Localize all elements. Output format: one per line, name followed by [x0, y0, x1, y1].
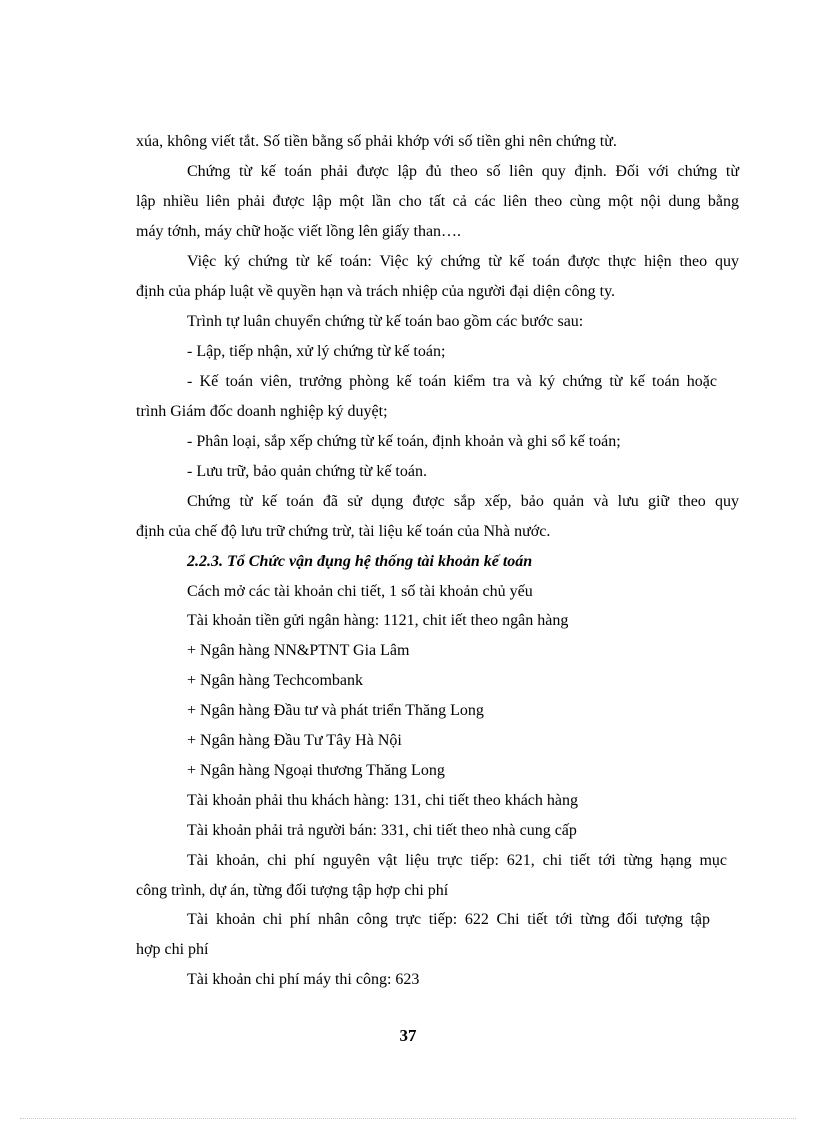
body-line: trình Giám đốc doanh nghiệp ký duyệt;	[136, 403, 388, 420]
page-number: 37	[399, 1026, 417, 1045]
body-line: Tài khoản, chi phí nguyên vật liệu trực tiếp: 621, chi tiết tới từng hạng mục	[187, 852, 727, 869]
body-line: - Kế toán viên, trưởng phòng kế toán kiểm tra và ký chứng từ kế toán hoặc	[187, 373, 717, 390]
body-line: xúa, không viết tắt. Số tiền bằng số phải khớp với số tiền ghi nên chứng từ.	[136, 133, 617, 150]
body-line: - Lập, tiếp nhận, xử lý chứng từ kế toán;	[187, 343, 446, 360]
body-line: lập nhiều liên phải được lập một lần cho tất cả các liên theo cùng một nội dung bằng	[136, 193, 739, 210]
body-line: máy tớnh, máy chữ hoặc viết lồng lên giấy than….	[136, 223, 462, 240]
body-line: Tài khoản chi phí nhân công trực tiếp: 622 Chi tiết tới từng đối tượng tập	[187, 911, 710, 928]
body-line: - Lưu trữ, bảo quản chứng từ kế toán.	[187, 463, 427, 480]
list-item: + Ngân hàng Đầu Tư Tây Hà Nội	[187, 732, 402, 749]
body-line: Chứng từ kế toán đã sử dụng được sắp xếp, bảo quản và lưu giữ theo quy	[187, 493, 739, 510]
body-line: Việc ký chứng từ kế toán: Việc ký chứng từ kế toán được thực hiện theo quy	[187, 253, 739, 270]
body-line: Tài khoản chi phí máy thi công: 623	[187, 971, 420, 988]
body-line: định của chế độ lưu trữ chứng trừ, tài liệu kế toán của Nhà nước.	[136, 523, 551, 540]
list-item: + Ngân hàng Ngoại thương Thăng Long	[187, 762, 445, 779]
body-line: công trình, dự án, từng đối tượng tập hợp chi phí	[136, 882, 449, 899]
list-item: + Ngân hàng Techcombank	[187, 672, 363, 689]
section-heading: 2.2.3. Tổ Chức vận đụng hệ thống tài khoản kế toán	[187, 553, 533, 570]
body-line: hợp chi phí	[136, 941, 209, 958]
body-line: Chứng từ kế toán phải được lập đủ theo số liên quy định. Đối với chứng từ	[187, 163, 739, 180]
body-line: định của pháp luật về quyền hạn và trách nhiệp của người đại diện công ty.	[136, 283, 616, 300]
list-item: + Ngân hàng NN&PTNT Gia Lâm	[187, 642, 410, 659]
list-item: + Ngân hàng Đầu tư và phát triển Thăng Long	[187, 702, 484, 719]
body-line: Cách mở các tài khoản chi tiết, 1 số tài khoản chủ yếu	[187, 583, 533, 600]
body-line: Trình tự luân chuyển chứng từ kế toán bao gồm các bước sau:	[187, 313, 584, 330]
body-line: Tài khoản phải trả người bán: 331, chi tiết theo nhà cung cấp	[187, 822, 577, 839]
body-line: - Phân loại, sắp xếp chứng từ kế toán, định khoản và ghi sổ kế toán;	[187, 433, 621, 450]
body-line: Tài khoản phải thu khách hàng: 131, chi tiết theo khách hàng	[187, 792, 578, 809]
bottom-divider	[20, 1118, 796, 1119]
body-line: Tài khoản tiền gửi ngân hàng: 1121, chit iết theo ngân hàng	[187, 612, 569, 629]
